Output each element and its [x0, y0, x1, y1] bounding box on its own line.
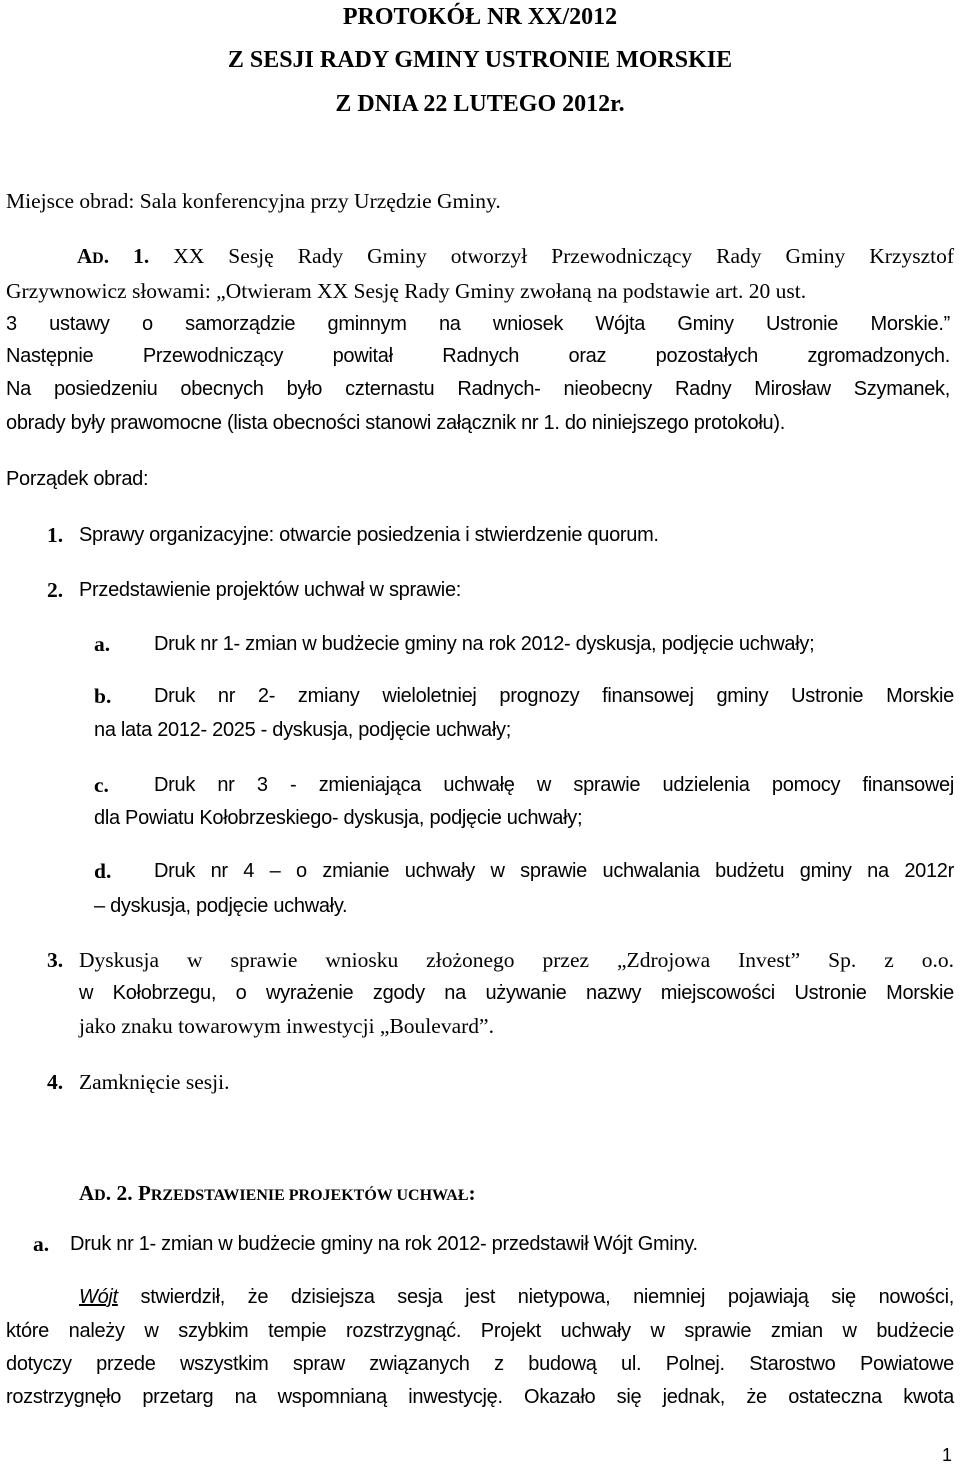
agenda-label: Porządek obrad: [6, 468, 149, 490]
agenda-sub-c-label: c. [94, 773, 109, 797]
agenda-item-4-number: 4. [47, 1070, 64, 1094]
ad2-paragraph-line-2: które należy w szybkim tempie rozstrzygnąć. Projekt uchwały w sprawie zmian w budżecie [6, 1320, 954, 1342]
agenda-sub-b-label: b. [94, 684, 112, 708]
ad2-sub-a-text: Druk nr 1- zmian w budżecie gminy na rok 2012- przedstawił Wójt Gminy. [70, 1233, 698, 1255]
agenda-item-1-text: Sprawy organizacyjne: otwarcie posiedzenia i stwierdzenie quorum. [79, 524, 659, 546]
agenda-sub-b-line-2: na lata 2012- 2025 - dyskusja, podjęcie uchwały; [94, 719, 511, 741]
agenda-sub-a-text: Druk nr 1- zmian w budżecie gminy na rok 2012- dyskusja, podjęcie uchwały; [154, 633, 815, 655]
ad1-line-1: AD. 1. XX Sesję Rady Gminy otworzył Przewodniczący Rady Gminy Krzysztof [77, 244, 954, 268]
protocol-title: PROTOKÓŁ NR XX/2012 [342, 4, 618, 30]
ad1-line-6: obrady były prawomocne (lista obecności stanowi załącznik nr 1. do niniejszego protokołu). [6, 412, 785, 434]
agenda-sub-a-label: a. [94, 632, 111, 656]
agenda-item-3-line-2: w Kołobrzegu, o wyrażenie zgody na używanie nazwy miejscowości Ustronie Morskie [79, 982, 954, 1004]
ad2-paragraph-line-3: dotyczy przede wszystkim spraw związanych z budową ul. Polnej. Starostwo Powiatowe [6, 1353, 954, 1375]
page-number: 1 [941, 1445, 952, 1465]
agenda-sub-b-line-1: Druk nr 2- zmiany wieloletniej prognozy finansowej gminy Ustronie Morskie [154, 685, 954, 707]
agenda-sub-d-line-1: Druk nr 4 – o zmianie uchwały w sprawie uchwalania budżetu gminy na 2012r [154, 860, 954, 882]
ad1-line-2: Grzywnowicz słowami: „Otwieram XX Sesję Rady Gminy zwołaną na podstawie art. 20 ust. [6, 279, 807, 303]
session-date: Z DNIA 22 LUTEGO 2012r. [335, 91, 625, 117]
agenda-item-2-text: Przedstawienie projektów uchwał w sprawie: [79, 579, 462, 601]
ad2-paragraph-line-4: rozstrzygnęło przetarg na wspomnianą inwestycję. Okazało się jednak, że ostateczna kwota [6, 1386, 954, 1408]
ad2-heading: AD. 2. PRZEDSTAWIENIE PROJEKTÓW UCHWAŁ: [79, 1181, 476, 1205]
ad1-line-4: Następnie Przewodniczący powitał Radnych oraz pozostałych zgromadzonych. [6, 345, 950, 367]
agenda-sub-d-line-2: – dyskusja, podjęcie uchwały. [94, 895, 348, 917]
ad2-sub-a-label: a. [33, 1232, 50, 1256]
ad1-line-3: 3 ustawy o samorządzie gminnym na wniosek Wójta Gminy Ustronie Morskie.” [6, 313, 950, 335]
agenda-item-3-line-1: Dyskusja w sprawie wniosku złożonego przez „Zdrojowa Invest” Sp. z o.o. [79, 948, 954, 972]
ad1-label: AD. 1. [77, 244, 150, 268]
ad1-line-5: Na posiedzeniu obecnych było czternastu Radnych- nieobecny Radny Mirosław Szymanek, [6, 378, 950, 400]
agenda-sub-d-label: d. [94, 859, 112, 883]
venue-line: Miejsce obrad: Sala konferencyjna przy Urzędzie Gminy. [6, 189, 501, 213]
agenda-item-2-number: 2. [47, 578, 64, 602]
agenda-sub-c-line-2: dla Powiatu Kołobrzeskiego- dyskusja, podjęcie uchwały; [94, 807, 583, 829]
agenda-item-1-number: 1. [47, 523, 64, 547]
agenda-item-4-text: Zamknięcie sesji. [79, 1070, 230, 1094]
agenda-item-3-number: 3. [47, 948, 64, 972]
agenda-sub-c-line-1: Druk nr 3 - zmieniająca uchwałę w sprawie udzielenia pomocy finansowej [154, 774, 954, 796]
wojt-emphasis: Wójt [79, 1286, 118, 1308]
agenda-item-3-line-3: jako znaku towarowym inwestycji „Boulevard”. [79, 1014, 494, 1038]
session-title: Z SESJI RADY GMINY USTRONIE MORSKIE [227, 47, 733, 73]
ad2-paragraph-line-1: Wójt stwierdził, że dzisiejsza sesja jest nietypowa, niemniej pojawiają się nowości, [79, 1286, 954, 1308]
